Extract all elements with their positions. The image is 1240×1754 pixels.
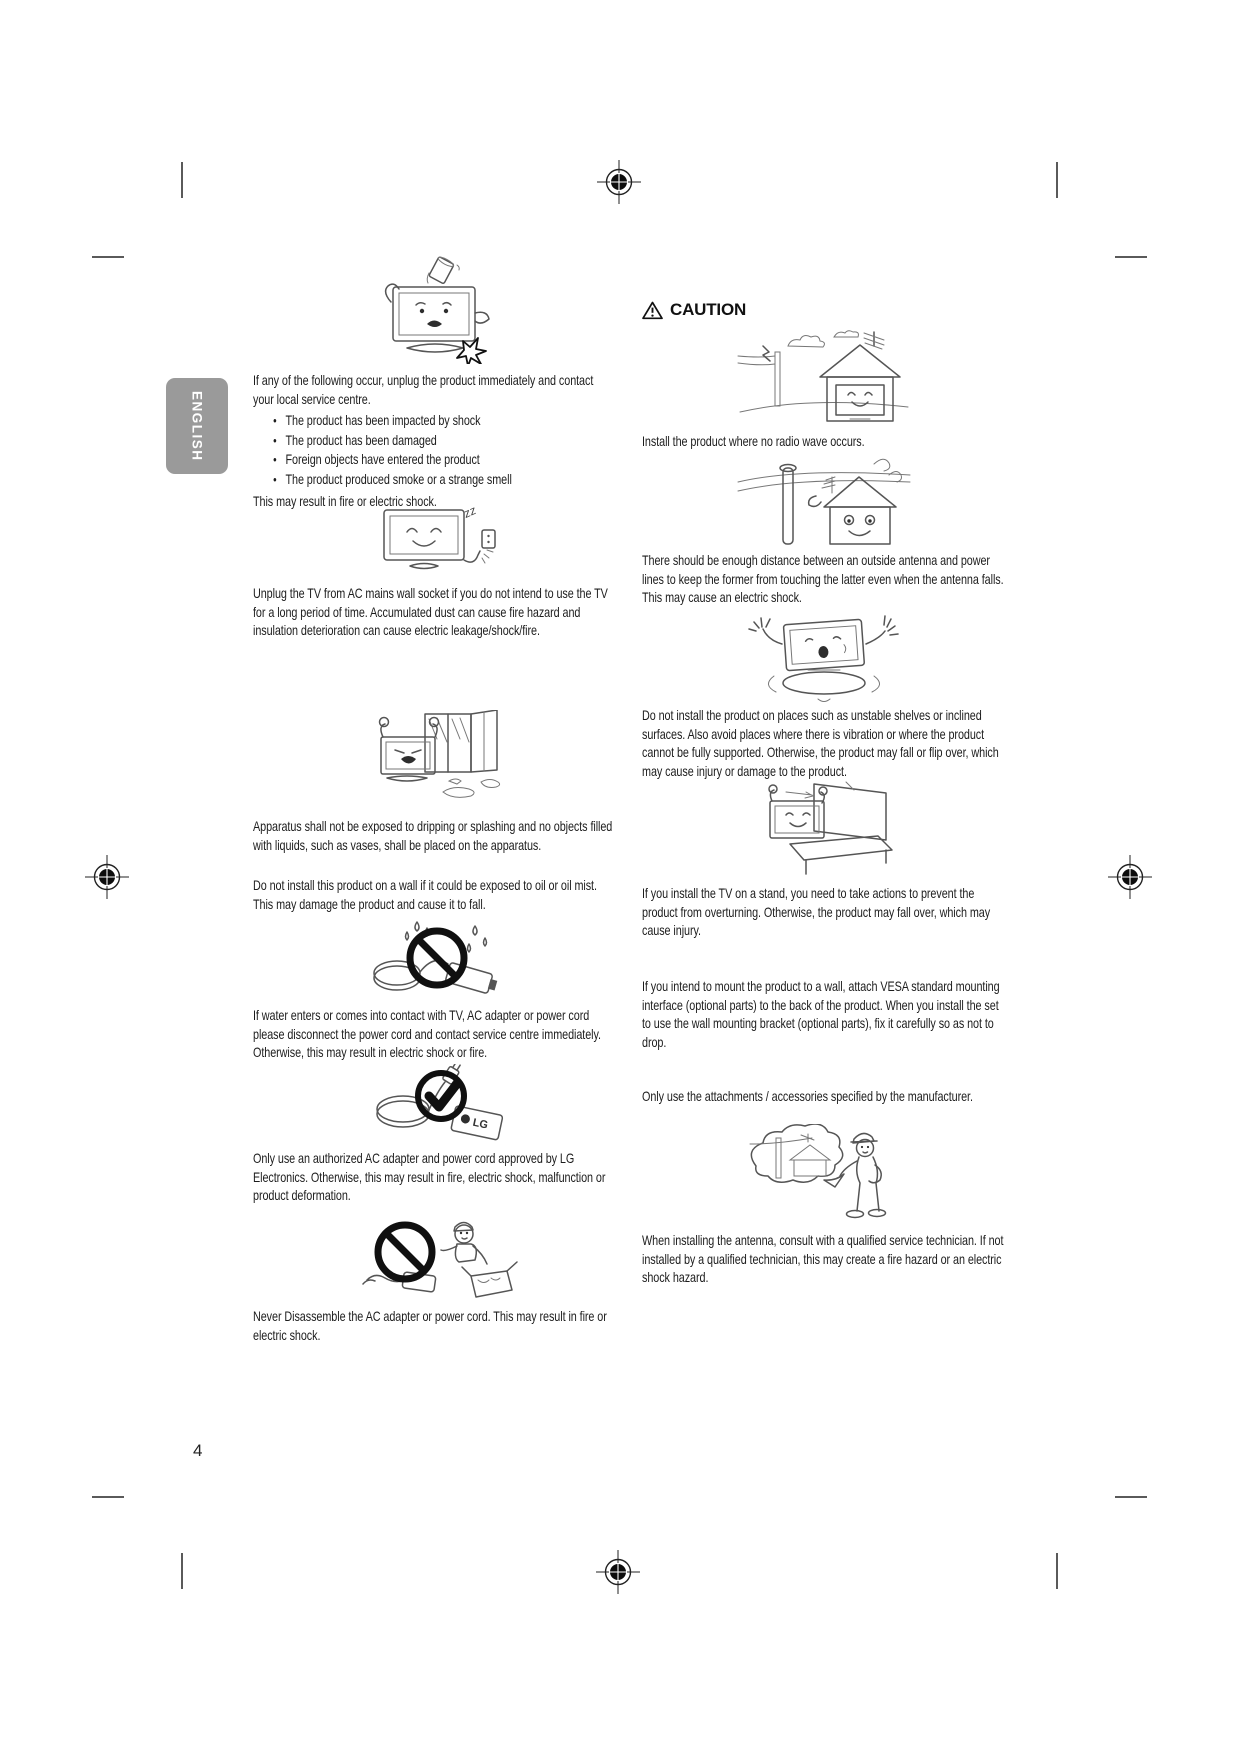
paragraph-qualified-technician: When installing the antenna, consult with a qualified service technician. If not installed by a qualified technician, this may create a fire hazard or an electric shock hazard. [642,1232,1004,1285]
crop-mark-top-right-h [1115,256,1147,258]
crop-mark-bottom-left-v [181,1553,183,1589]
paragraph-never-disassemble: Never Disassemble the AC adapter or power cord. This may result in fire or electric shock. [253,1308,607,1343]
paragraph-no-radio-wave: Install the product where no radio wave occurs. [642,433,865,449]
right-column [642,0,1006,1754]
illustration-tv-sleeping [253,502,617,580]
bullet-item: • The product has been impacted by shock [253,411,616,431]
caution-heading [642,300,746,320]
crop-mark-top-left-v [181,162,183,198]
bullet-item: • The product has been damaged [253,431,616,451]
paragraph-fire-shock: This may result in fire or electric shock. [253,493,437,509]
crop-mark-bottom-right-v [1056,1553,1058,1589]
illustration-tv-wall-stand [642,780,1006,880]
paragraph-accessories: Only use the attachments / accessories specified by the manufacturer. [642,1088,973,1104]
illustration-tv-unstable [642,606,1006,704]
paragraph-unstable-shelves: Do not install the product on places such as unstable shelves or inclined surfaces. Also avoid places where there is vibration or where the product cannot be fully supported. Otherwise, the product may fall or flip over, which may cause injury or damage to the product. [642,707,999,779]
crop-mark-bottom-right-h [1115,1496,1147,1498]
illustration-antenna-powerline [642,452,1006,548]
paragraph-dripping: Apparatus shall not be exposed to dripping or splashing and no objects filled with liquids, such as vases, shall be placed on the apparatus. [253,818,613,853]
paragraph-oil-mist: Do not install this product on a wall if it could be exposed to oil or oil mist. This may damage the product and cause it to fall. [253,877,597,912]
paragraph-vesa-mount: If you intend to mount the product to a wall, attach VESA standard mounting interface (optional parts) to the back of the product. When you install the set to use the wall mounting bracket (optional parts), fix it carefully so as not to drop. [642,978,1000,1050]
paragraph-tv-on-stand: If you install the TV on a stand, you need to take actions to prevent the product from overturning. Otherwise, the product may fall over, which may cause injury. [642,885,991,938]
paragraph-water-contact: If water enters or comes into contact with TV, AC adapter or power cord please disconnect the power cord and contact service centre immediately. Otherwise, this may result in electric shock or fire. [253,1007,601,1060]
crop-mark-top-right-v [1056,162,1058,198]
warning-triangle-icon [642,301,663,320]
illustration-antenna-technician [642,1124,1006,1224]
illustration-approved-adapter [253,1064,617,1146]
caution-label: CAUTION [670,300,747,319]
illustration-house-no-radio [642,330,1006,428]
illustration-never-disassemble [253,1214,617,1304]
sleep-z-glyphs: zz [461,503,479,521]
lg-logo: LG [471,1116,490,1132]
prohibition-icon [410,931,464,985]
page-number: 4 [193,1441,203,1460]
bullet-item: • The product produced smoke or a strange smell [253,470,616,490]
paragraph-unplug-long-period: Unplug the TV from AC mains wall socket if you do not intend to use the TV for a long period of time. Accumulated dust can cause fire hazard and insulation deterioration can cause electric leakage/shock/fire. [253,585,608,638]
left-column [253,0,617,1754]
illustration-tv-window-rain [253,710,617,806]
crop-mark-bottom-left-h [92,1496,124,1498]
registration-mark-right [1106,853,1154,901]
crop-mark-top-left-h [92,256,124,258]
illustration-cord-water-prohibited [253,918,617,1004]
impact-star-icon [457,338,486,364]
registration-mark-left [83,853,131,901]
bullet-item: • Foreign objects have entered the product [253,450,616,470]
prohibition-icon [378,1225,432,1279]
intro-block [253,371,616,511]
language-tab-label: ENGLISH [189,390,205,462]
language-tab [166,378,228,474]
illustration-tv-impact [253,256,617,364]
hazard-bullet-list [253,411,616,489]
paragraph-authorized-adapter: Only use an authorized AC adapter and power cord approved by LG Electronics. Otherwise, this may result in fire, electric shock, malfunction or product deformation. [253,1150,606,1203]
paragraph-unplug-immediately: If any of the following occur, unplug the product immediately and contact your local service centre. [253,372,594,407]
check-icon [418,1073,464,1119]
paragraph-antenna-distance: There should be enough distance between an outside antenna and power lines to keep the former from touching the latter even when the antenna falls. This may cause an electric shock. [642,552,1004,605]
